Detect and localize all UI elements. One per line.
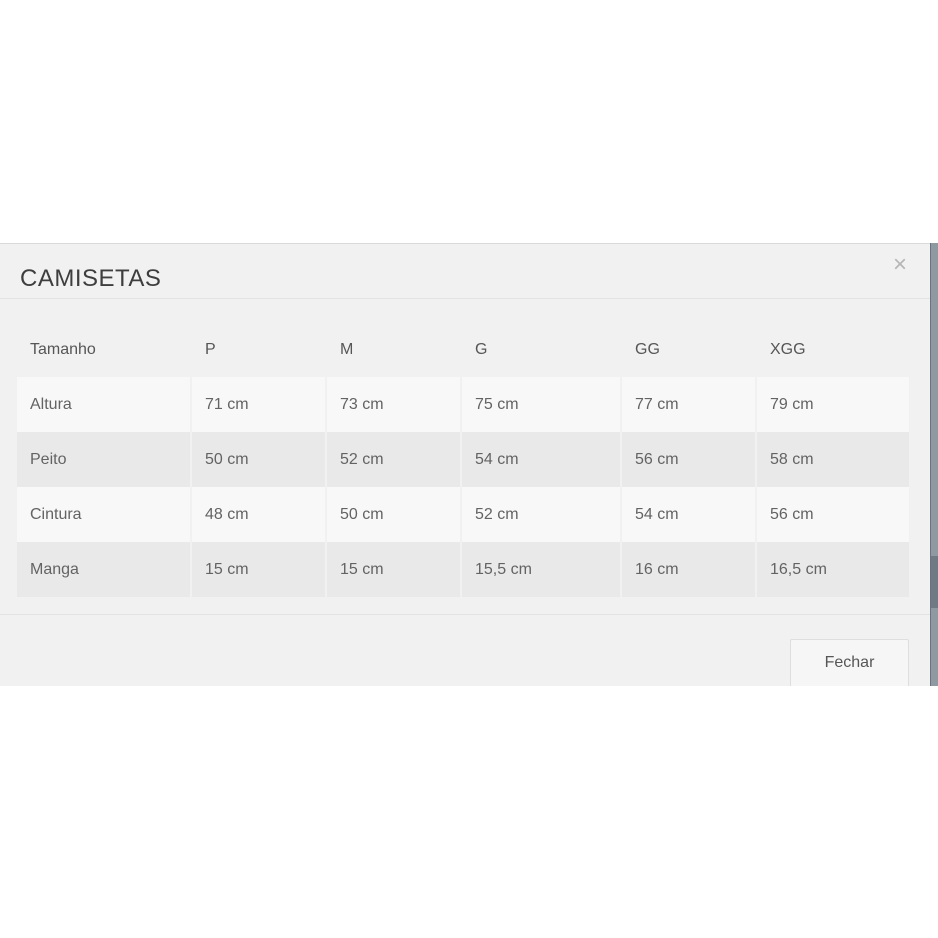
modal-title: CAMISETAS <box>20 265 162 292</box>
table-cell: 75 cm <box>462 377 620 432</box>
row-label: Peito <box>17 432 190 487</box>
table-row <box>17 487 909 542</box>
size-table <box>15 322 911 597</box>
title-divider <box>0 298 930 299</box>
table-header-row <box>17 322 909 377</box>
row-label: Manga <box>17 542 190 597</box>
table-cell: 56 cm <box>622 432 755 487</box>
table-cell: 58 cm <box>757 432 909 487</box>
table-cell: 54 cm <box>622 487 755 542</box>
table-cell: 54 cm <box>462 432 620 487</box>
table-row <box>17 377 909 432</box>
table-cell: 50 cm <box>327 487 460 542</box>
table-cell: 77 cm <box>622 377 755 432</box>
close-icon[interactable]: × <box>892 251 907 278</box>
table-row <box>17 432 909 487</box>
fechar-button[interactable]: Fechar <box>790 639 909 686</box>
table-cell: 56 cm <box>757 487 909 542</box>
size-chart-modal <box>0 243 930 686</box>
column-header-m: M <box>340 340 354 358</box>
table-cell: 79 cm <box>757 377 909 432</box>
table-cell: 15 cm <box>192 542 325 597</box>
footer-divider <box>0 614 930 615</box>
table-cell: 52 cm <box>327 432 460 487</box>
column-header-xgg: XGG <box>770 340 806 358</box>
column-header-p: P <box>205 340 216 358</box>
table-cell: 16,5 cm <box>757 542 909 597</box>
table-cell: 16 cm <box>622 542 755 597</box>
table-row <box>17 542 909 597</box>
table-cell: 48 cm <box>192 487 325 542</box>
table-cell: 15,5 cm <box>462 542 620 597</box>
scrollbar-thumb[interactable] <box>931 556 938 608</box>
table-cell: 15 cm <box>327 542 460 597</box>
table-cell: 73 cm <box>327 377 460 432</box>
row-label: Altura <box>17 377 190 432</box>
table-cell: 71 cm <box>192 377 325 432</box>
column-header-tamanho: Tamanho <box>30 340 96 358</box>
table-cell: 50 cm <box>192 432 325 487</box>
column-header-g: G <box>475 340 488 358</box>
table-cell: 52 cm <box>462 487 620 542</box>
row-label: Cintura <box>17 487 190 542</box>
vertical-scrollbar[interactable] <box>930 243 938 686</box>
column-header-gg: GG <box>635 340 660 358</box>
